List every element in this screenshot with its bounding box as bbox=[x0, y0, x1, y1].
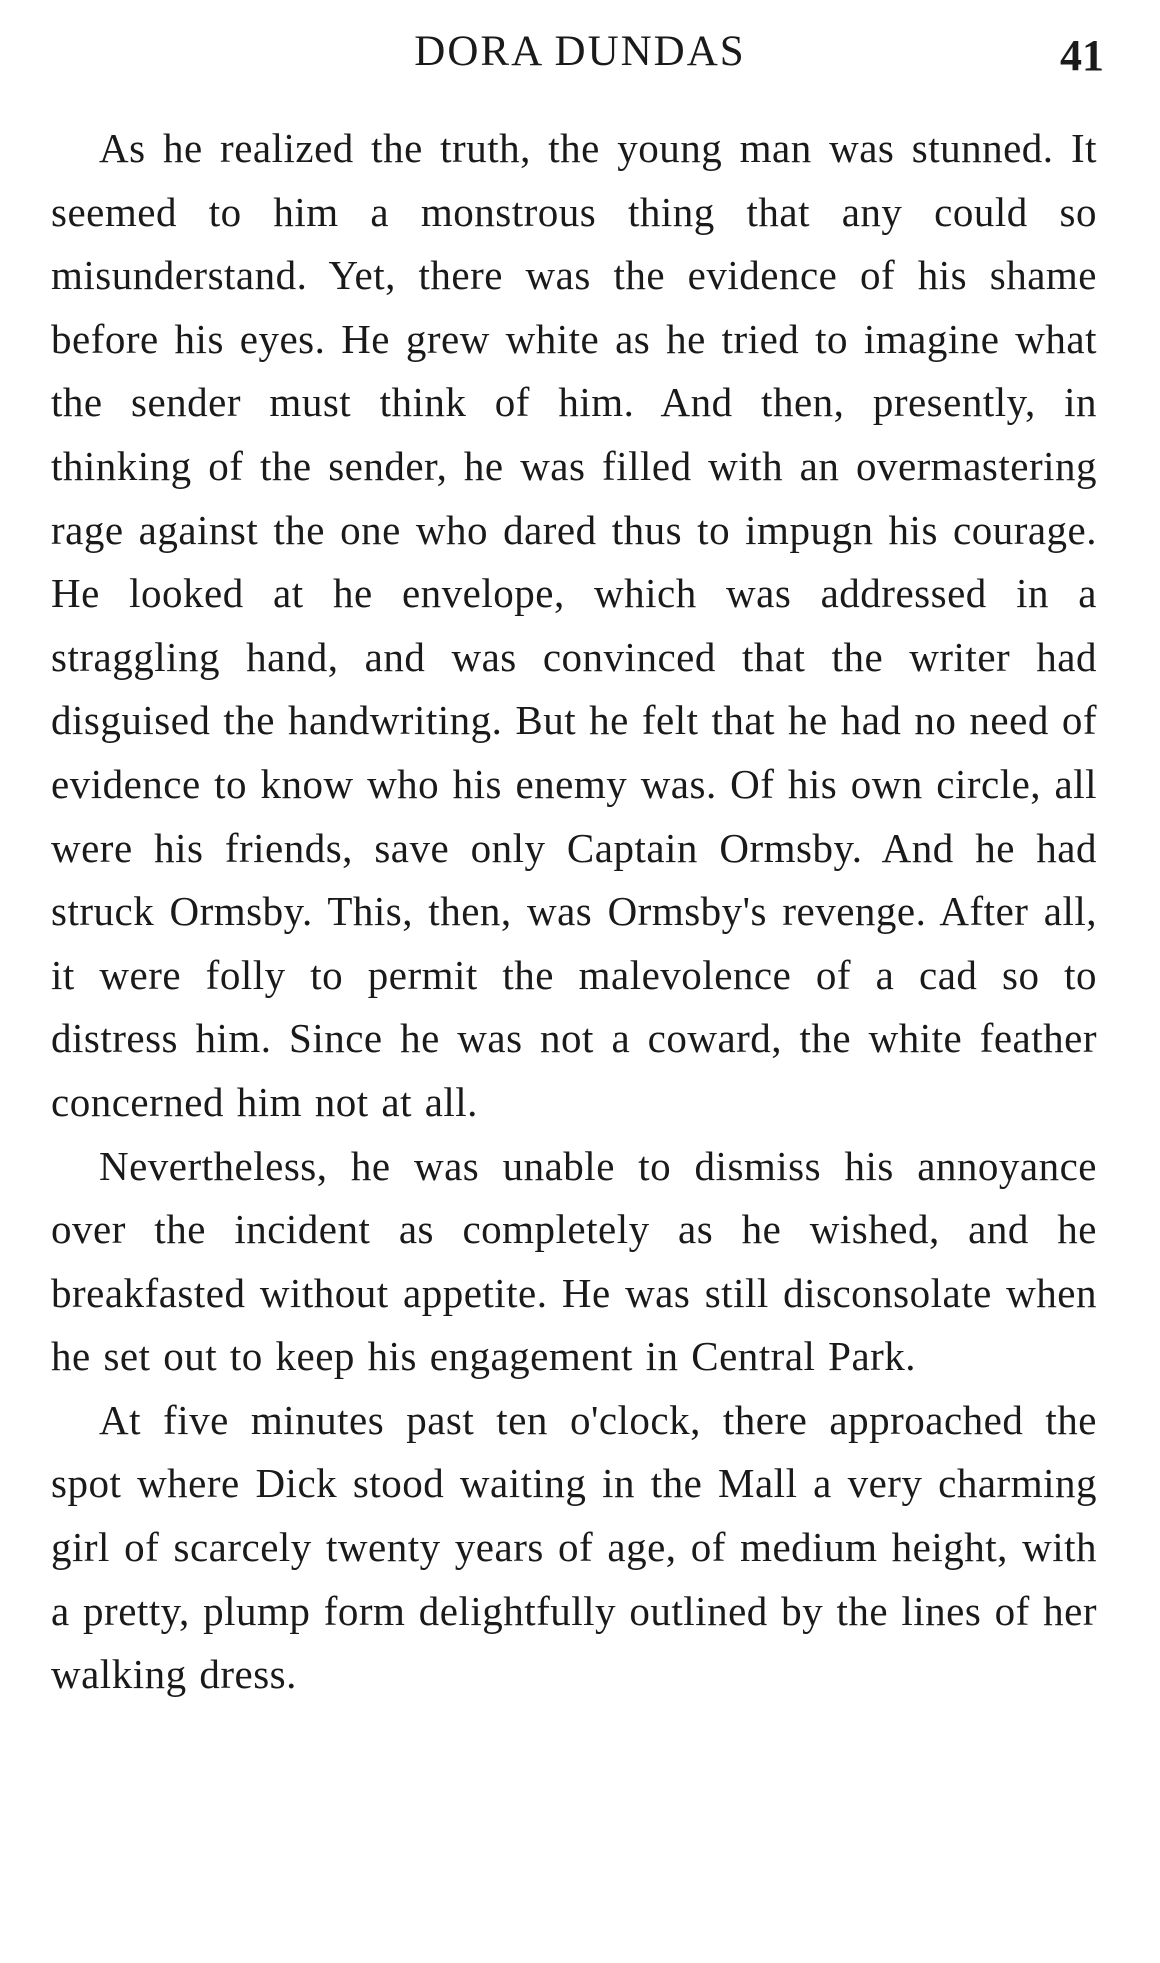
paragraph: As he realized the truth, the young man was stunned. It seemed to him a monstrous thing that any could so misunderstand. Yet, there was the evidence of his shame before his eyes. He grew white as he tried to imagine what the sender must think of him. And then, presently, in thinking of the sender, he was filled with an overmastering rage against the one who dared thus to impugn his courage. He looked at he envelope, which was addressed in a straggling hand, and was convinced that the writer had disguised the handwriting. But he felt that he had no need of evidence to know who his enemy was. Of his own circle, all were his friends, save only Captain Ormsby. And he had struck Ormsby. This, then, was Ormsby's revenge. After all, it were folly to permit the malevolence of a cad so to distress him. Since he was not a coward, the white feather concerned him not at all. bbox=[51, 125, 1097, 1125]
running-header bbox=[0, 22, 1160, 92]
body-text bbox=[51, 117, 1097, 1707]
paragraph: At five minutes past ten o'clock, there approached the spot where Dick stood waiting in the Mall a very charming girl of scarcely twenty years of age, of medium height, with a pretty, plump form delightfully outlined by the lines of her walking dress. bbox=[51, 1396, 1097, 1698]
running-title: DORA DUNDAS bbox=[414, 28, 746, 75]
paragraph: Nevertheless, he was unable to dismiss his annoyance over the incident as completely as he wished, and he breakfasted without appetite. He was still disconsolate when he set out to keep his engagement in Central Park. bbox=[51, 1142, 1097, 1380]
page-number: 41 bbox=[1060, 31, 1104, 80]
